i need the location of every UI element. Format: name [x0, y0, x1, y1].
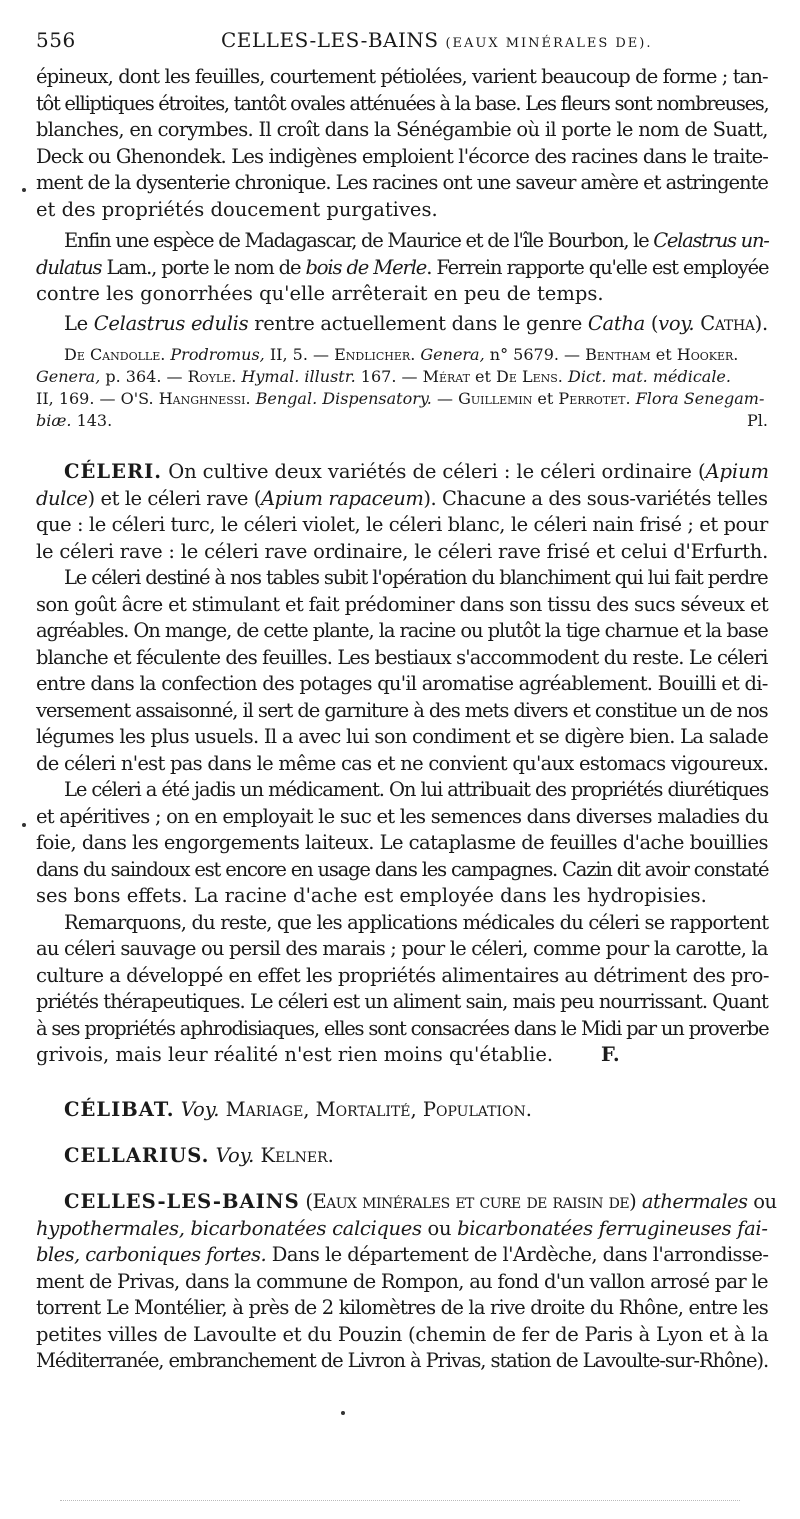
text-run: ou: [747, 1190, 777, 1213]
text-run: ).: [754, 312, 768, 335]
author: Hooker.: [676, 345, 739, 364]
voy-ref: Voy.: [180, 1098, 220, 1121]
voy-ref: Voy.: [215, 1144, 255, 1167]
author: Perrotet.: [558, 389, 631, 408]
text-line: ment de Privas, dans la commune de Rompon, au fond d'un vallon arrosé par le: [36, 1269, 768, 1293]
text-line: versement assaisonné, il sert de garniture à des mets divers et constitue un de nos: [36, 698, 768, 722]
text-run: ). Chacune a des sous-variétés telles: [423, 486, 768, 510]
text-line: [36, 1216, 768, 1243]
text-line: Deck ou Ghenondek. Les indigènes emploient l'écorce des racines dans le traite-: [36, 144, 769, 168]
author: Endlicher.: [334, 345, 416, 364]
entry-celeri: [36, 459, 768, 1069]
edulis-paragraph: [36, 311, 768, 338]
text-run: On cultive deux variétés de céleri : le céleri ordinaire (: [162, 460, 706, 483]
text-line: agréables. On mange, de cette plante, la racine ou plutôt la tige charnue et la base: [36, 619, 768, 642]
text-line: contre les gonorrhées qu'elle arrêterait en peu de temps.: [36, 282, 604, 305]
bottom-bleed: [60, 1500, 740, 1501]
text-line: [36, 486, 768, 513]
species-name: Celastrus un-: [653, 229, 769, 252]
reference-line: [36, 344, 768, 366]
running-title-main: CELLES-LES-BAINS: [221, 28, 439, 52]
text-line: [36, 459, 768, 486]
author: De Candolle.: [64, 345, 166, 364]
entry-headword: CELLARIUS.: [64, 1144, 210, 1167]
running-title-sub: (EAUX MINÉRALES DE).: [445, 36, 653, 51]
work-title: Genera,: [36, 367, 101, 386]
madagascar-paragraph: [36, 228, 768, 308]
text-line: Remarquons, du reste, que les applications médicales du céleri se rapportent: [64, 910, 769, 934]
text-line: [36, 1097, 768, 1124]
genus-name: Catha: [587, 312, 645, 335]
text-line: blanches, en corymbes. Il croît dans la Sénégambie où il porte le nom de Suatt,: [36, 118, 768, 141]
text-run: Dans le département de l'Ardèche, dans l'arrondisse-: [266, 1243, 769, 1266]
text-line: tôt elliptiques étroites, tantôt ovales atténuées à la base. Les fleurs sont nombreuses,: [36, 91, 769, 115]
text-run: ou: [421, 1216, 458, 1240]
text-line: ses bons effets. La racine d'ache est employée dans les hydropisies.: [36, 884, 707, 907]
bibliography: [36, 344, 768, 432]
text-line: [36, 1242, 768, 1269]
text-line: dans du saindoux est encore en usage dans les campagnes. Cazin dit avoir constaté: [36, 857, 769, 881]
author-signature: F.: [601, 1043, 620, 1066]
text-run: Lam., porte le nom de: [101, 255, 306, 279]
text-line: [36, 311, 768, 338]
work-title: Prodromus,: [165, 345, 265, 364]
text-run: p. 364. —: [100, 367, 188, 386]
margin-mark: [22, 188, 26, 192]
text-run: Enfin une espèce de Madagascar, de Maurice et de l'île Bourbon, le: [64, 229, 654, 252]
text-line: Le céleri a été jadis un médicament. On lui attribuait des propriétés diurétiques: [64, 778, 769, 801]
qualifier: bles, carboniques fortes.: [36, 1243, 267, 1266]
work-title: Dict. mat. médicale.: [562, 367, 731, 386]
text-line: à ses propriétés aphrodisiaques, elles sont consacrées dans le Midi par un proverbe: [36, 1016, 769, 1040]
qualifier: athermales: [641, 1190, 748, 1213]
qualifier: hypothermales, bicarbonatées calciques: [36, 1216, 422, 1240]
entry-headword: CÉLERI.: [64, 460, 163, 483]
text-line: [36, 1042, 768, 1069]
entry-celibat: [36, 1097, 768, 1124]
entry-headword: CELLES-LES-BAINS: [64, 1190, 300, 1213]
text-line: le céleri rave : le céleri rave ordinaire, le céleri rave frisé et celui d'Erfurth.: [36, 539, 769, 563]
reference-line: [36, 366, 768, 388]
text-line: culture a développé en effet les propriétés alimentaires au détriment des pro-: [36, 963, 770, 987]
text-run: et: [650, 345, 677, 364]
text-run: 143.: [71, 411, 113, 430]
author: De Lens.: [496, 367, 563, 386]
text-run: ) et le céleri rave (: [87, 486, 261, 510]
text-line: ment de la dysenterie chronique. Les racines ont une saveur amère et astringente: [36, 171, 768, 194]
text-run: rentre actuellement dans le genre: [248, 312, 588, 335]
entry-celles-les-bains: [36, 1189, 777, 1375]
text-line: et apéritives ; on en employait le suc et les semences dans diverses maladies du: [36, 804, 769, 828]
text-line: son goût âcre et stimulant et fait prédominer dans son tissu des sucs séveux et: [36, 592, 769, 616]
text-run: et: [532, 389, 559, 408]
work-title: biæ.: [36, 411, 72, 430]
text-line: foie, dans les engorgements laiteux. Le cataplasme de feuilles d'ache bouillies: [36, 831, 768, 854]
text-line: petites villes de Lavoulte et du Pouzin (chemin de fer de Paris à Lyon et à la: [36, 1322, 769, 1346]
work-title: Bengal. Dispensatory.: [250, 389, 432, 408]
text-line: [36, 1189, 777, 1216]
qualifier: bicarbonatées ferrugineuses fai-: [457, 1216, 768, 1240]
text-run: (: [644, 312, 659, 335]
text-line: [36, 255, 768, 282]
voy-ref: voy.: [658, 312, 695, 335]
author: Bentham: [585, 345, 651, 364]
text-line: légumes les plus usuels. Il a avec lui son condiment et se digère bien. La salade: [36, 725, 769, 748]
text-line: entre dans la confection des potages qu'il aromatise agréablement. Bouilli et di-: [36, 672, 768, 695]
text-line: que : le céleri turc, le céleri violet, le céleri blanc, le céleri nain frisé ; et pour: [36, 513, 768, 536]
text-run: II, 169. — O'S.: [36, 389, 159, 408]
entry-headword: CÉLIBAT.: [64, 1098, 175, 1121]
species-name: Apium rapaceum: [260, 486, 424, 510]
author-signature: Pl.: [747, 411, 768, 430]
running-header: [36, 24, 776, 56]
intro-paragraph: [36, 64, 768, 223]
species-name: Celastrus edulis: [93, 312, 249, 335]
text-run: 167. —: [355, 367, 423, 386]
text-line: torrent Le Montélier, à près de 2 kilomètres de la rive droite du Rhône, entre les: [36, 1296, 768, 1319]
text-run: —: [431, 389, 459, 408]
entry-subtitle: (Eaux minérales et cure de raisin de): [299, 1190, 642, 1213]
text-run: II, 5. —: [264, 345, 335, 364]
text-line: blanche et féculente des feuilles. Les bestiaux s'accommodent du reste. Le céleri: [36, 645, 768, 669]
text-line: et des propriétés doucement purgatives.: [36, 197, 438, 221]
text-run: grivois, mais leur réalité n'est rien moins qu'établie.: [36, 1043, 554, 1066]
text-run: . Ferrein rapporte qu'elle est employée: [426, 255, 769, 279]
text-line: [36, 1143, 768, 1170]
text-run: et: [469, 367, 497, 386]
author: Royle.: [187, 367, 237, 386]
print-dot: [341, 1411, 345, 1415]
reference-line: [36, 410, 768, 432]
entry-cellarius: [36, 1143, 768, 1170]
text-line: au céleri sauvage ou persil des marais ; pour le céleri, comme pour la carotte, la: [36, 937, 768, 960]
text-line: Méditerranée, embranchement de Livron à Privas, station de Lavoulte-sur-Rhône).: [36, 1349, 769, 1372]
common-name: bois de Merle: [305, 255, 427, 279]
work-title: Hymal. illustr.: [236, 367, 356, 386]
text-line: [36, 228, 768, 255]
species-name: Apium: [705, 460, 769, 483]
cross-ref: Mariage, Mortalité, Population.: [225, 1098, 532, 1121]
text-run: n° 5679. —: [484, 345, 586, 364]
cross-ref: Kelner.: [260, 1144, 334, 1167]
author: Hanghnessi.: [158, 389, 251, 408]
author: Mérat: [422, 367, 470, 386]
author: Guillemin: [458, 389, 533, 408]
work-title: Genera,: [415, 345, 485, 364]
text-run: Le: [64, 312, 94, 335]
reference-tail: [36, 410, 112, 432]
text-line: épineux, dont les feuilles, courtement pétiolées, varient beaucoup de forme ; tan-: [36, 65, 768, 88]
text-line: de céleri n'est pas dans le même cas et ne convient qu'aux estomacs vigoureux.: [36, 751, 769, 775]
work-title: Flora Senegam-: [630, 389, 765, 408]
cross-ref: Catha: [694, 312, 755, 335]
text-line: Le céleri destiné à nos tables subit l'opération du blanchiment qui lui fait perdre: [64, 566, 768, 589]
margin-mark: [22, 823, 26, 827]
species-name: dulatus: [36, 255, 102, 279]
page-number: 556: [36, 28, 76, 52]
reference-line: [36, 388, 768, 410]
text-line: priétés thérapeutiques. Le céleri est un aliment sain, mais peu nourrissant. Quant: [36, 990, 768, 1013]
species-name: dulce: [36, 486, 88, 510]
running-title: [221, 28, 653, 52]
